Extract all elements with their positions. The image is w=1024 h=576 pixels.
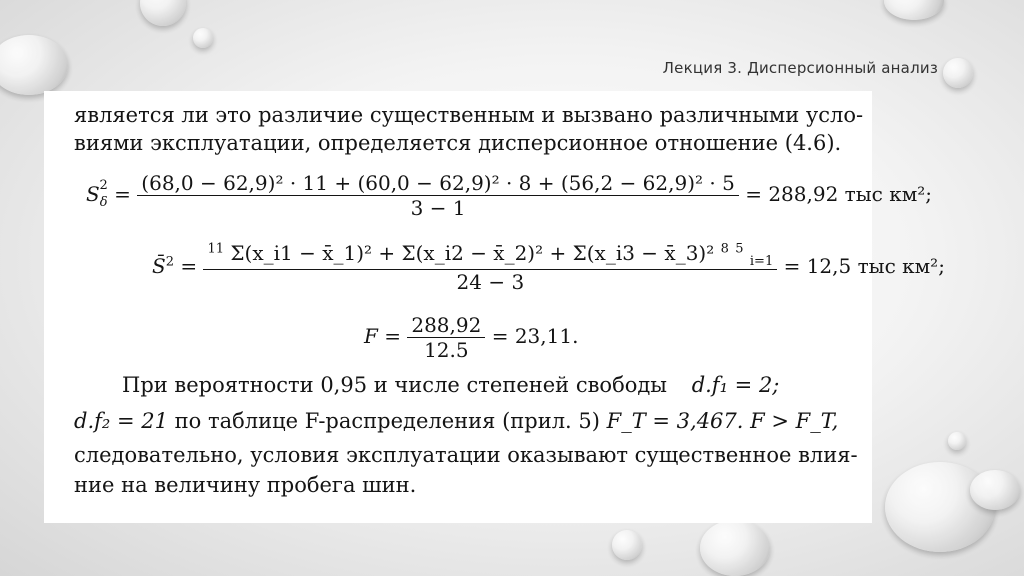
equation-lhs-sup: 2 (99, 178, 108, 194)
equation-numerator (203, 241, 777, 270)
equation-denominator: 3 − 1 (410, 196, 466, 220)
equation-result: = 23,11. (491, 324, 579, 348)
equation-lhs: S̄ (152, 254, 166, 278)
equation-lhs: S (86, 182, 100, 206)
slide-title: Лекция 3. Дисперсионный анализ (662, 59, 938, 77)
water-drop-decoration (943, 58, 973, 88)
paragraph-line: ние на величину пробега шин. (74, 473, 417, 497)
sum-upper-limit: 5 (735, 241, 744, 257)
equation-denominator: 12.5 (424, 338, 469, 362)
water-drop-decoration (948, 432, 966, 450)
water-drop-decoration (612, 530, 642, 560)
equation-lhs-sup: 2 (165, 254, 174, 270)
sum-upper-limit: 11 (207, 241, 225, 257)
paragraph-line: следовательно, условия эксплуатации оказывают существенное влия- (74, 443, 858, 467)
sum-lower-limit: i=1 (749, 254, 774, 269)
paragraph-line: является ли это различие существенным и вызвано различными усло- (74, 103, 864, 127)
degrees-of-freedom-1: d.f₁ = 2; (691, 373, 780, 397)
equation-lhs: F = (364, 324, 401, 348)
water-drop-decoration (193, 28, 213, 48)
equation-numerator-text: Σ(x_i1 − x̄_1)² + Σ(x_i2 − x̄_2)² + Σ(x_i3 − x̄_3)² (230, 241, 715, 265)
f-comparison: F > F_T, (750, 409, 839, 433)
equation-numerator: 288,92 (407, 313, 485, 338)
equation-numerator: (68,0 − 62,9)² · 11 + (60,0 − 62,9)² · 8 + (56,2 − 62,9)² · 5 (137, 171, 739, 196)
equation-fraction (203, 241, 777, 294)
equation-variance-within: S̄$^2$ = $^{11}$ Σ(x_i1 − x̄_1)² + Σ(x_i2 − x̄_2)² + Σ(x_i3 − x̄_3)² $^8$ $^5$ $_{i=1}$ 24 − 3 = 12,5 тыс км²; (152, 241, 945, 294)
water-drop-decoration (700, 520, 770, 576)
equation-fraction (407, 313, 485, 362)
equation-lhs-sub: δ (99, 195, 108, 210)
paragraph-line: виями эксплуатации, определяется дисперсионное отношение (4.6). (74, 131, 842, 155)
degrees-of-freedom-2: d.f₂ = 21 (74, 409, 168, 433)
water-drop-decoration (884, 0, 944, 20)
equation-result: = 288,92 тыс км²; (745, 182, 933, 206)
f-critical-value: F_T = 3,467. (606, 409, 744, 433)
paragraph-line (74, 409, 838, 433)
equation-fraction (137, 171, 739, 220)
paragraph-line (122, 373, 779, 397)
water-drop-decoration (0, 35, 68, 95)
paragraph-text: по таблице F-распределения (прил. 5) (174, 409, 600, 433)
water-drop-decoration (140, 0, 186, 26)
scanned-page (44, 91, 945, 523)
equation-variance-between: $S_\delta^2$ = (68,0 − 62,9)² · 11 + (60,0 − 62,9)² · 8 + (56,2 − 62,9)² · 5 3 − 1 = 288,92 тыс км²; (86, 171, 933, 220)
equation-denominator: 24 − 3 (456, 270, 525, 294)
sum-upper-limit: 8 (720, 241, 729, 257)
paragraph-text: При вероятности 0,95 и числе степеней свободы (122, 373, 667, 397)
equation-result: = 12,5 тыс км²; (783, 254, 945, 278)
water-drop-decoration (970, 470, 1020, 510)
equation-f-ratio (364, 313, 578, 362)
